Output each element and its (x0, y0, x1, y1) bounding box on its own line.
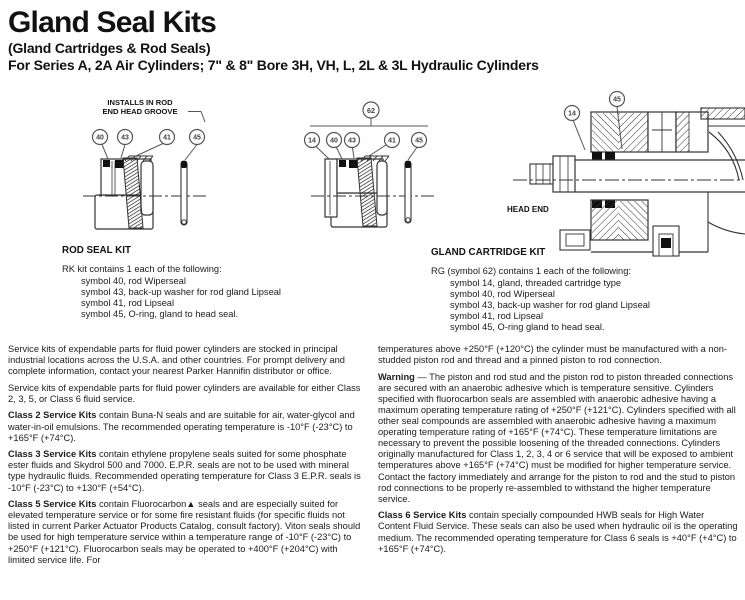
balloon-45 (412, 133, 427, 148)
rod-gland-section-drawing (83, 156, 207, 229)
kit-item: symbol 45, O-ring gland to head seal. (450, 321, 605, 332)
backup-washer-mark (115, 160, 124, 168)
head-center-column (648, 112, 676, 152)
installs-note-line1: INSTALLS IN ROD (107, 98, 173, 107)
installs-note-line2: END HEAD GROOVE (102, 107, 178, 116)
kit-item: symbol 43, back-up washer for rod gland Lipseal (81, 286, 281, 297)
wiperseal-mark (103, 160, 110, 167)
kit-item: symbol 41, rod Lipseal (81, 297, 175, 308)
svg-text:14: 14 (308, 137, 316, 145)
balloon-41 (160, 130, 175, 145)
svg-text:45: 45 (613, 96, 621, 104)
paragraph-class2: Class 2 Service Kits contain Buna-N seals and are suitable for air, water-glycol and water-in-oil emulsions. The recommended operating temperature is -10°F (-23°C) to +165°F (+74°C). (8, 410, 355, 443)
gland-seals-upper (592, 152, 615, 160)
rod-seal-kit-drawing (57, 95, 232, 250)
svg-text:62: 62 (367, 105, 375, 115)
page-title: Gland Seal Kits (8, 6, 217, 39)
o-ring-drawing (405, 161, 411, 223)
balloon-40 (93, 130, 108, 145)
svg-text:43: 43 (121, 134, 129, 142)
backup-washer-mark (349, 160, 358, 168)
rod-seal-kit-intro: RK kit contains 1 each of the following: (62, 264, 222, 274)
svg-text:45: 45 (193, 134, 201, 142)
paragraph-warning: Warning — The piston and rod stud and the piston rod to piston threaded connections are secured with an anaerobic adhesive which is temperature sensitive. Cylinders specified with fluorocarbon seals are assembled with anaerobic adhesive having a maximum operating temperature rating of +250°F (+121°C). Cylinders specified with all other seal compounds are assembled with anaerobic adhesive having a maximum operating temperature rating of +165°F (+74°C). These temperature limitations are necessary to prevent the possible loosening of the threaded connections. Cylinders originally manufactured for Class 1, 2, 3, 4 or 6 service that will be exposed to ambient temperatures above +165°F (+74°C) must be modified for higher temperature service. Contact the factory immediately and arrange for the piston to rod and the stud to piston rod connections to be properly re-assembled to withstand the higher temperature service. (378, 371, 736, 504)
cylinder-tube (701, 108, 745, 119)
balloon-14 (565, 106, 580, 121)
balloon-41 (385, 133, 400, 148)
group-bracket (310, 118, 428, 126)
balloon-62 (363, 102, 379, 118)
gland-block-upper (591, 112, 648, 152)
head-end-label: HEAD END (507, 205, 549, 214)
paragraph-class3: Class 3 Service Kits contain ethylene propylene seals suited for some phosphate ester fluids and Skydrol 500 and 7000. E.P.R. seals are not to be used with mineral type hydraulic fluids. Recommended operating temperature for Class 3 E.P.R. seals is -10°F (-23°C) to +130°F (+54°C). (8, 449, 361, 493)
paragraph-class5-continued: temperatures above +250°F (+120°C) the cylinder must be manufactured with a non-studded piston rod and thread and a pinned piston to rod connection. (378, 344, 728, 366)
paragraph-availability: Service kits of expendable parts for fluid power cylinders are available for either Class 2, 3, 5, or Class 6 fluid service. (8, 382, 361, 404)
o-ring-drawing (181, 161, 187, 225)
head-end-cross-section-drawing (505, 86, 745, 258)
body-column-right (378, 344, 739, 560)
svg-text:43: 43 (348, 137, 356, 145)
paragraph-class5: Class 5 Service Kits contain Fluorocarbon▲ seals and are especially suited for elevated temperature service or for some fire resistant fluids (for specific fluids not listed in current Parker Actuator Products Catalog, consult factory). Viton seals should be used for high temperature service within a temperature range of -10°F (-23°C) to +250°F (+121°C). Fluorocarbon seals may be operated to +400°F (+204°C) with limited service life. For (8, 499, 361, 565)
gland-cartridge-kit-drawing (297, 95, 447, 250)
kit-item: symbol 41, rod Lipseal (450, 310, 544, 321)
kit-item: symbol 40, rod Wiperseal (450, 288, 555, 299)
kit-item: symbol 45, O-ring, gland to head seal. (81, 308, 239, 319)
page-header (8, 6, 728, 73)
svg-text:40: 40 (330, 137, 338, 145)
piston-rod (513, 156, 745, 192)
svg-text:40: 40 (96, 134, 104, 142)
cartridge-gland-section-drawing (311, 156, 435, 227)
svg-text:41: 41 (388, 137, 396, 145)
leader-lines (102, 143, 197, 160)
rod-seal-kit-section (62, 245, 382, 320)
wiperseal-mark (339, 160, 346, 167)
balloon-43 (118, 130, 133, 145)
gland-cartridge-kit-intro: RG (symbol 62) contains 1 each of the following: (431, 266, 631, 276)
gland-cartridge-kit-section (431, 247, 745, 333)
svg-text:14: 14 (568, 110, 576, 118)
balloon-40 (327, 133, 342, 148)
svg-text:45: 45 (415, 137, 423, 145)
gland-cartridge-kit-caption: GLAND CARTRIDGE KIT (431, 247, 546, 258)
balloon-45 (190, 130, 205, 145)
kit-item: symbol 14, gland, threaded cartridge type (450, 277, 622, 288)
paragraph-intro: Service kits of expendable parts for fluid power cylinders are stocked in principal industrial locations across the U.S.A. and other countries. For prompt delivery and complete information, contact your nearest Parker Hannifin distributor or office. (8, 344, 345, 377)
paragraph-class6: Class 6 Service Kits contain specially compounded HWB seals for High Water Content Fluid Service. These seals can also be used when hydraulic oil is the operating medium. The recommended operating temperature for Class 6 seals is +40°F (+4°C) to +165°F (+74°C). (378, 510, 738, 554)
series-line: For Series A, 2A Air Cylinders; 7" & 8" Bore 3H, VH, L, 2L & 3L Hydraulic Cylinders (8, 56, 539, 73)
svg-text:41: 41 (163, 134, 171, 142)
kit-item: symbol 40, rod Wiperseal (81, 275, 186, 286)
kit-item: symbol 43, back-up washer for rod gland Lipseal (450, 299, 650, 310)
balloon-43 (345, 133, 360, 148)
rod-seal-kit-caption: ROD SEAL KIT (62, 245, 131, 256)
head-right-block (676, 108, 745, 180)
page-subtitle: (Gland Cartridges & Rod Seals) (8, 40, 211, 56)
balloon-14 (305, 133, 320, 148)
body-column-left (8, 344, 367, 571)
balloon-45 (610, 92, 625, 107)
note-leader-line (188, 112, 205, 123)
rod-nut (553, 156, 575, 192)
